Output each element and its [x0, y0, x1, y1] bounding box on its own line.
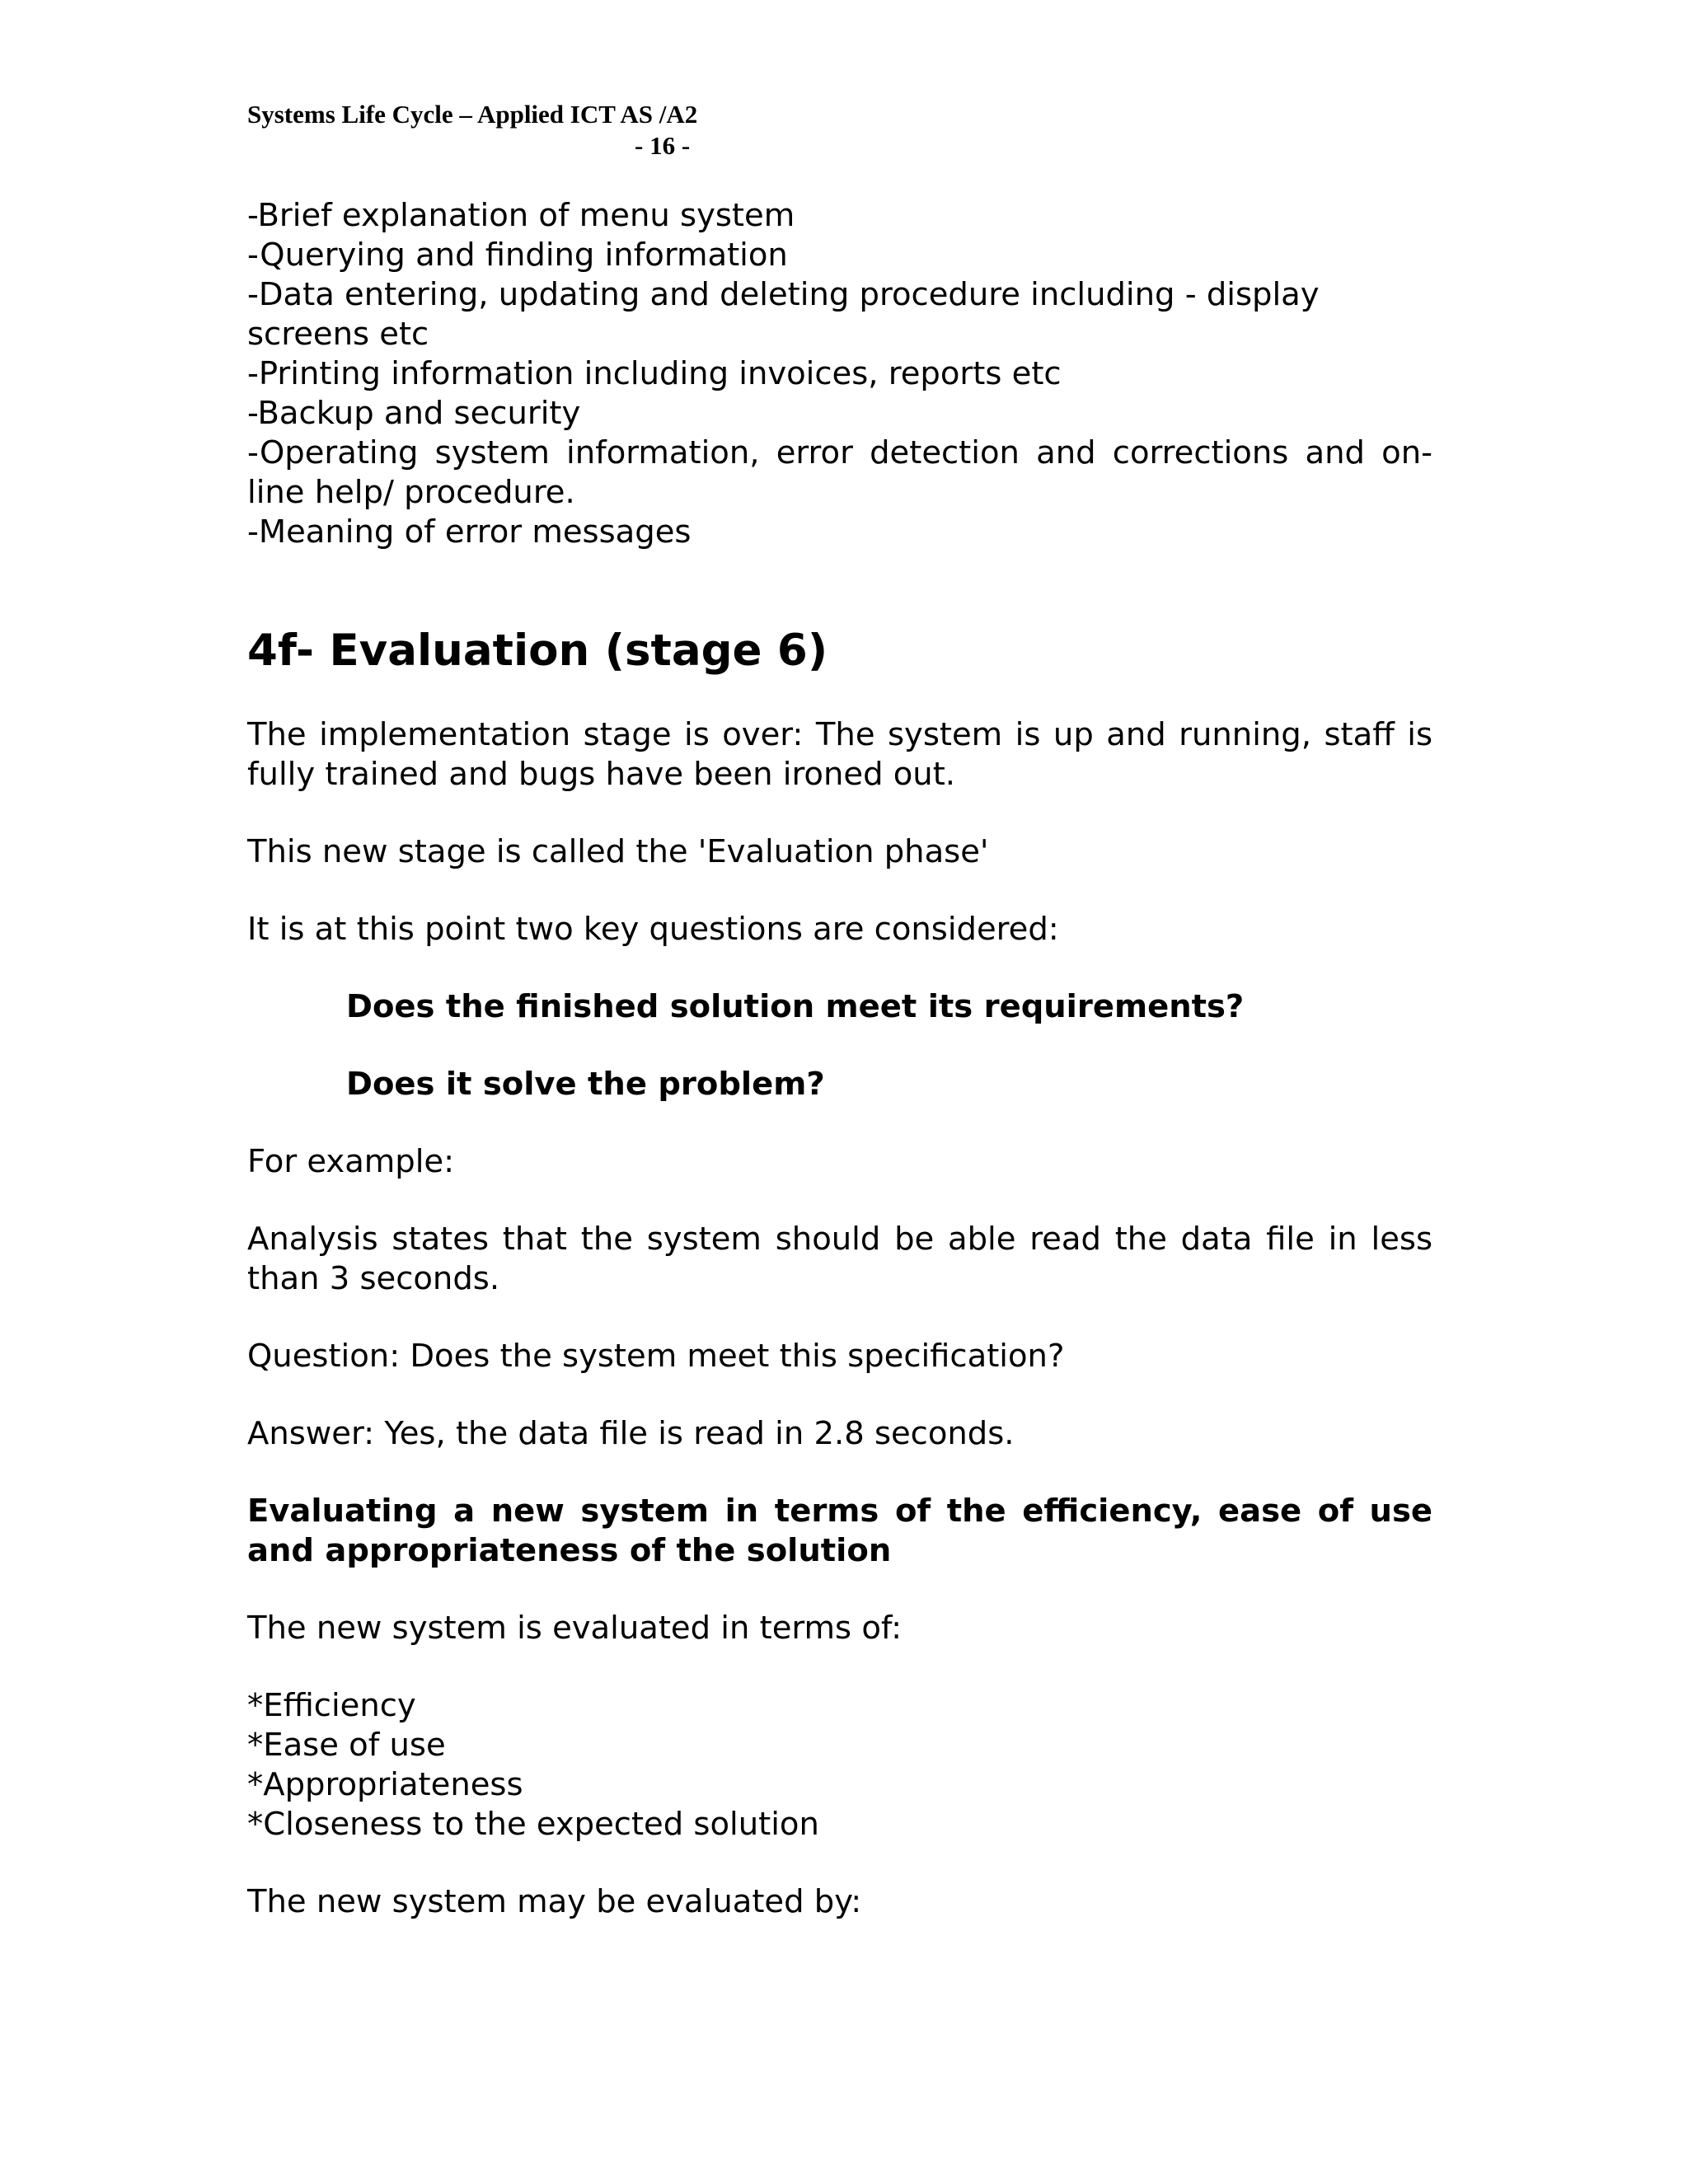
key-question-solve-problem: Does it solve the problem? [346, 1066, 825, 1103]
paragraph-implementation-over: The implementation stage is over: The system is up and running, staff is fully trained and bugs have been ironed out. [247, 716, 1432, 793]
list-item: -Data entering, updating and deleting procedure including - display screens etc [247, 276, 1320, 353]
list-item: -Operating system information, error detection and corrections and on-line help/ procedure. [247, 434, 1432, 511]
list-item: -Backup and security [247, 395, 581, 432]
evaluation-criteria-list [247, 1686, 1432, 1844]
list-item: *Appropriateness [247, 1766, 523, 1803]
key-question-requirements: Does the finished solution meet its requirements? [346, 988, 1245, 1025]
list-item: -Printing information including invoices, reports etc [247, 355, 1062, 392]
section-heading: 4f- Evaluation (stage 6) [247, 626, 828, 676]
paragraph-for-example: For example: [247, 1143, 455, 1180]
list-item: *Ease of use [247, 1727, 446, 1764]
document-page [247, 99, 1432, 1922]
manual-contents-list [247, 196, 1432, 552]
list-item: -Brief explanation of menu system [247, 197, 795, 234]
page-header-title: Systems Life Cycle – Applied ICT AS /A2 [247, 100, 698, 129]
list-item: -Querying and finding information [247, 237, 788, 274]
paragraph-evaluation-phase: This new stage is called the 'Evaluation phase' [247, 833, 989, 870]
paragraph-evaluated-by: The new system may be evaluated by: [247, 1883, 862, 1920]
paragraph-key-questions: It is at this point two key questions are considered: [247, 911, 1059, 948]
paragraph-analysis-example: Analysis states that the system should be able read the data file in less than 3 seconds. [247, 1221, 1432, 1297]
subheading-evaluating: Evaluating a new system in terms of the efficiency, ease of use and appropriateness of the solution [247, 1493, 1432, 1569]
list-item: *Closeness to the expected solution [247, 1806, 819, 1843]
page-number: - 16 - [635, 131, 691, 160]
paragraph-answer: Answer: Yes, the data file is read in 2.8 seconds. [247, 1415, 1015, 1452]
paragraph-evaluated-in-terms: The new system is evaluated in terms of: [247, 1610, 903, 1647]
list-item: *Efficiency [247, 1687, 416, 1724]
paragraph-question: Question: Does the system meet this specification? [247, 1338, 1065, 1375]
list-item: -Meaning of error messages [247, 513, 692, 551]
